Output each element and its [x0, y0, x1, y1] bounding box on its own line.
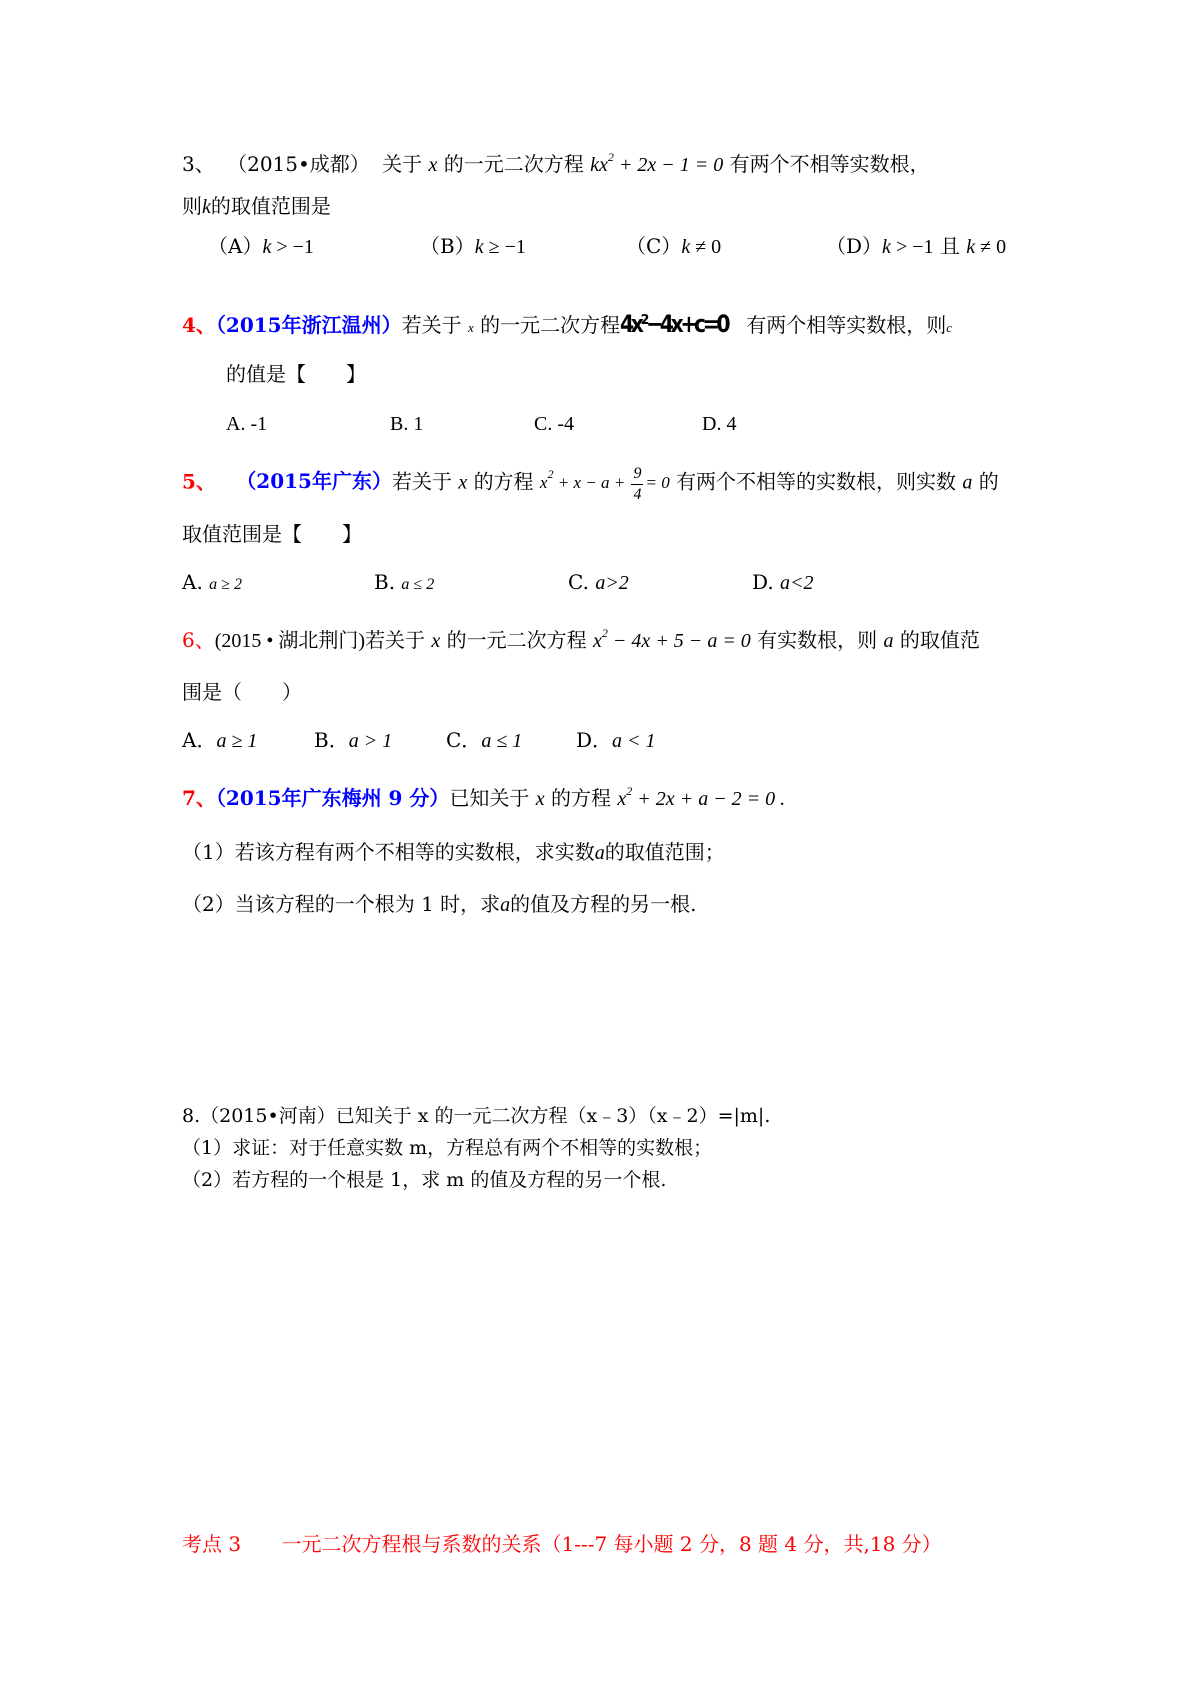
q6-text: 的一元二次方程 — [446, 628, 587, 652]
q5-text: 若关于 — [391, 469, 452, 494]
q7-number: 7、 — [182, 786, 216, 810]
q7-text: 已知关于 — [449, 786, 530, 810]
q5-option-b: B. a ≤ 2 — [374, 570, 435, 594]
q5-text: 取值范围是【 】 — [182, 522, 362, 546]
q7-text: 的方程 — [551, 786, 612, 810]
q6-option-c: C．a ≤ 1 — [446, 728, 523, 752]
q6-option-d: D．a < 1 — [576, 728, 656, 752]
q6-line2 — [182, 678, 302, 706]
q5-option-a: A. a ≥ 2 — [182, 570, 242, 594]
q3-source: （2015•成都） — [227, 152, 370, 176]
q6-number: 6、 — [182, 628, 215, 652]
var-x: x — [458, 471, 468, 494]
q3-number: 3、 — [182, 152, 215, 176]
q3-equation: $kx^2 + 2x - 1 = 0$ — [590, 150, 724, 176]
q3-line2 — [182, 192, 331, 221]
q4-text: 的一元二次方程 — [480, 313, 621, 337]
q7-text: （1）若该方程有两个不相等的实数根，求实数 — [182, 840, 595, 864]
q4-line1 — [182, 310, 952, 342]
q7-text: 的值及方程的另一根. — [510, 892, 697, 916]
q6-equation: $x^2 - 4x + 5 - a = 0$ — [593, 626, 751, 652]
q6-text: 有实数根，则 — [757, 628, 878, 652]
var-a: a — [962, 471, 973, 494]
q6-text: 围是（ ） — [182, 680, 302, 704]
q7-part1 — [182, 838, 725, 867]
var-a: a — [883, 630, 894, 652]
q6-option-b: B．a > 1 — [314, 728, 393, 752]
section-text: 一元二次方程根与系数的关系（1---7 每小题 2 分，8 题 4 分，共,18 分） — [281, 1532, 942, 1556]
var-x: x — [431, 630, 441, 652]
q3-text: 的取值范围是 — [210, 194, 331, 218]
var-a: a — [500, 894, 511, 916]
q8-line3: （2）若方程的一个根是 1，求 m 的值及方程的另一个根. — [182, 1169, 667, 1191]
q8-line2: （1）求证：对于任意实数 m，方程总有两个不相等的实数根； — [182, 1137, 713, 1159]
q4-equation-image: 4x²−4x+c=0 — [620, 310, 728, 338]
q4-text: 的值是【 】 — [226, 362, 366, 386]
q3-text: 有两个不相等实数根， — [729, 152, 930, 176]
q4-option-c: C. -4 — [534, 413, 574, 435]
q7-line1 — [182, 784, 785, 813]
q6-source: (2015 • 湖北荆门) — [214, 630, 366, 652]
q5-option-d: D. a<2 — [752, 570, 814, 594]
q5-text: 有两个不相等的实数根，则实数 — [676, 469, 957, 494]
var-x: x — [428, 154, 438, 176]
q4-text: 有两个相等实数根，则 — [746, 313, 947, 337]
q5-equation: $x^2 + x - a$ + $\frac{9}{4}$ = 0 — [539, 465, 670, 503]
q4-text: 若关于 — [401, 313, 462, 337]
q3-text: 的一元二次方程 — [443, 152, 584, 176]
q7-text: （2）当该方程的一个根为 1 时，求 — [182, 892, 501, 916]
q3-option-d: （D）k > −1 且 k ≠ 0 — [826, 234, 1007, 258]
q4-option-b: B. 1 — [390, 413, 424, 435]
q4-option-d: D. 4 — [702, 413, 737, 435]
q5-line2 — [182, 520, 362, 548]
q3-option-a: （A）k > −1 — [208, 234, 314, 258]
var-c: c — [946, 320, 952, 335]
q6-line1 — [182, 626, 980, 655]
section-heading — [182, 1530, 942, 1558]
q4-source: （2015年浙江温州） — [215, 313, 402, 337]
q4-line2 — [226, 360, 366, 388]
q5-line1 — [182, 464, 999, 505]
q3-text: 关于 — [382, 152, 423, 176]
q5-text: 的 — [978, 469, 999, 494]
q8-line1: 8.（2015•河南）已知关于 x 的一元二次方程（x﹣3）（x﹣2）=|m|. — [182, 1105, 771, 1127]
q5-option-c: C. a>2 — [568, 570, 629, 594]
q3-line1 — [182, 150, 930, 179]
section-label: 考点 3 — [182, 1532, 242, 1556]
q7-source: （2015年广东梅州 9 分） — [215, 786, 450, 810]
q5-text: 的方程 — [473, 469, 534, 494]
q4-option-a: A. -1 — [226, 413, 268, 435]
q7-text: 的取值范围； — [604, 840, 725, 864]
q3-option-c: （C）k ≠ 0 — [626, 234, 722, 258]
q7-equation: $x^2 + 2x + a - 2 = 0$ . — [617, 784, 786, 810]
q7-part2 — [182, 890, 697, 919]
q6-text: 的取值范 — [899, 628, 980, 652]
q3-option-b: （B）k ≥ −1 — [420, 234, 526, 258]
var-k: k — [202, 196, 211, 218]
q4-number: 4、 — [182, 313, 216, 337]
q5-source: （2015年广东） — [236, 469, 392, 494]
q6-text: 若关于 — [365, 628, 426, 652]
q5-number: 5、 — [182, 469, 216, 494]
q6-option-a: A．a ≥ 1 — [182, 728, 258, 752]
var-a: a — [594, 842, 605, 864]
var-x: x — [535, 788, 545, 810]
q3-text: 则 — [182, 194, 202, 218]
var-x: x — [467, 320, 474, 335]
